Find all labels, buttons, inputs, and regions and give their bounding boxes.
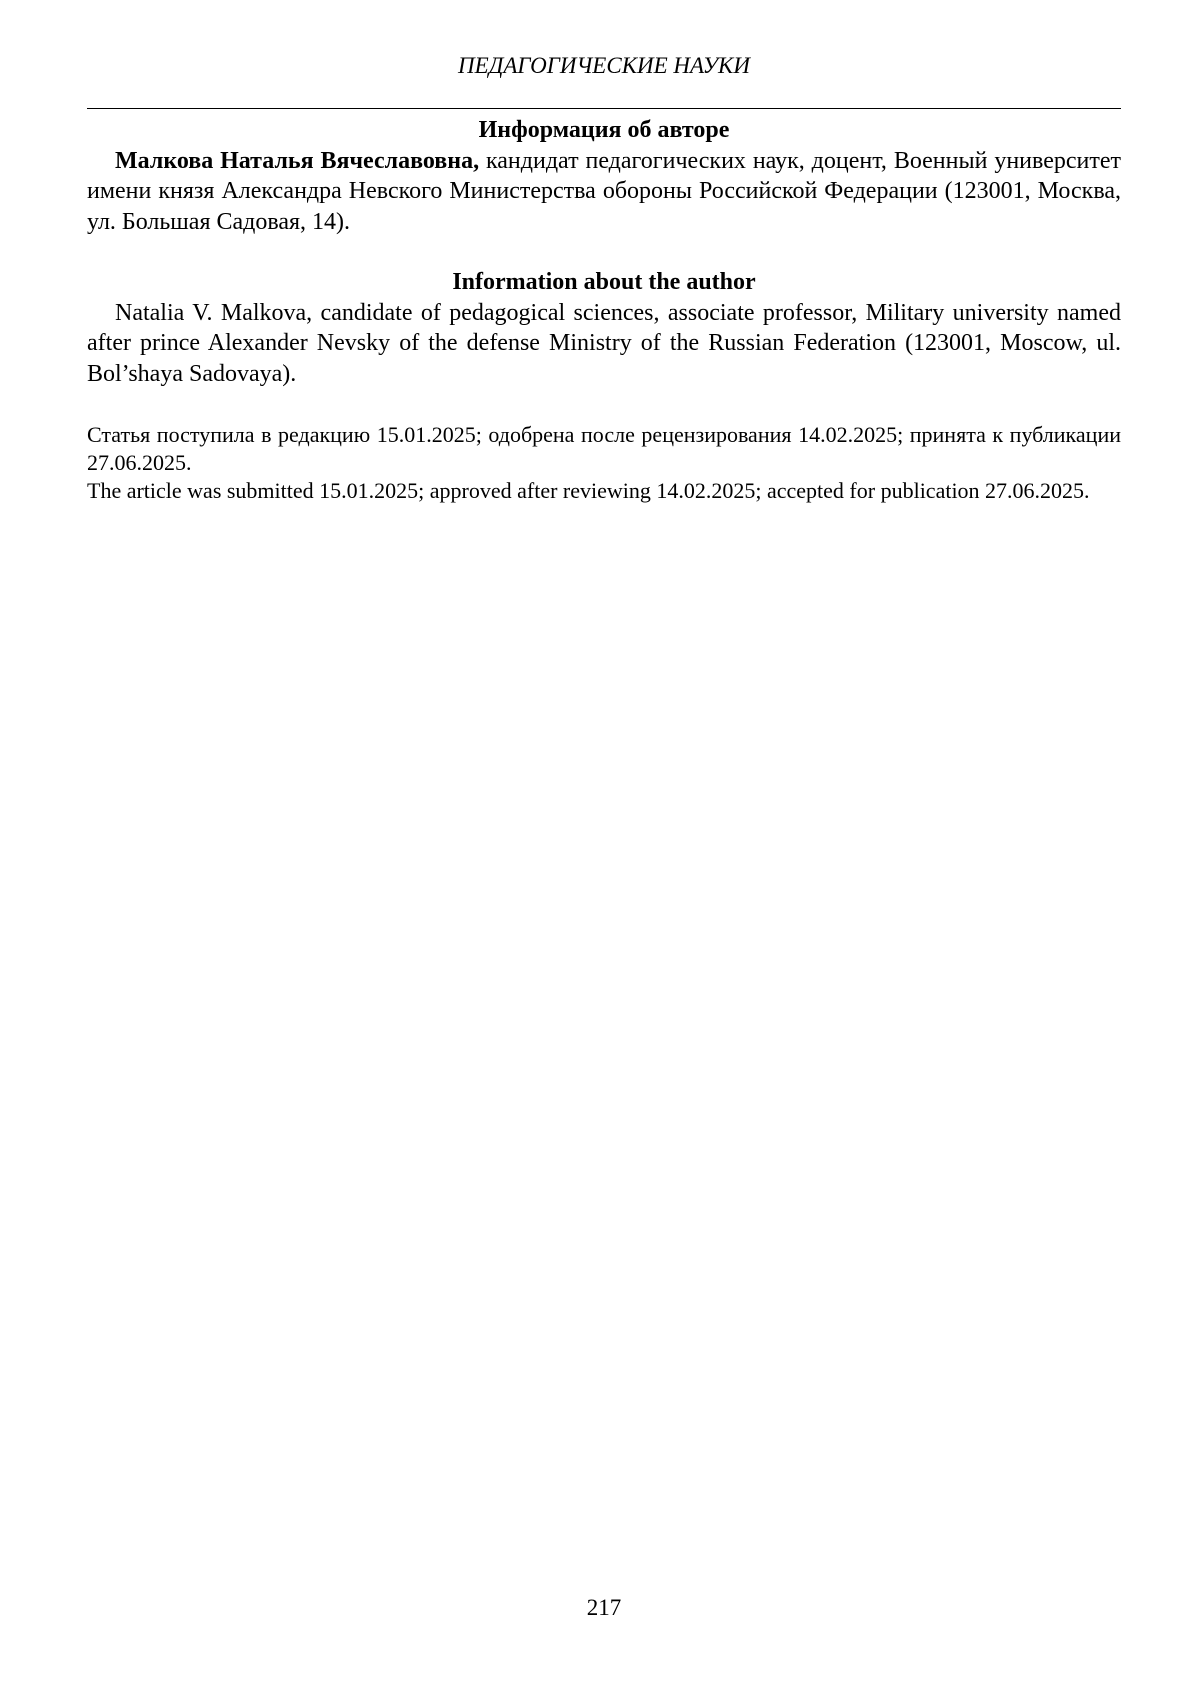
article-dates-en: The article was submitted 15.01.2025; approved after reviewing 14.02.2025; accepted for publication 27.06.2025. bbox=[87, 478, 1090, 503]
author-info-en-paragraph: Natalia V. Malkova, candidate of pedagogical sciences, associate professor, Military university named after prince Alexander Nevsky of the defense Ministry of the Russian Federation (123001, Moscow, ul. Bol’shaya Sadovaya). bbox=[87, 299, 1121, 387]
author-info-ru-paragraph bbox=[87, 146, 1121, 238]
article-dates-ru: Статья поступила в редакцию 15.01.2025; одобрена после рецензирования 14.02.2025; принята к публикации 27.06.2025. bbox=[87, 422, 1121, 475]
header-divider bbox=[87, 108, 1121, 109]
spacer bbox=[87, 237, 1121, 267]
spacer bbox=[87, 389, 1121, 421]
author-name-ru: Малкова Наталья Вячеславовна, bbox=[115, 147, 480, 174]
page-content bbox=[87, 115, 1121, 505]
author-info-ru-heading: Информация об авторе bbox=[478, 117, 730, 143]
page-number: 217 bbox=[586, 1595, 622, 1620]
author-details-ru: кандидат педагогических наук, доцент, Военный университет имени князя Александра Невского Министерства обороны Российской Федерации (123001, Москва, ул. Большая Садовая, 14). bbox=[87, 147, 1121, 235]
author-info-en-heading: Information about the author bbox=[452, 269, 756, 295]
running-header: ПЕДАГОГИЧЕСКИЕ НАУКИ bbox=[458, 53, 750, 78]
